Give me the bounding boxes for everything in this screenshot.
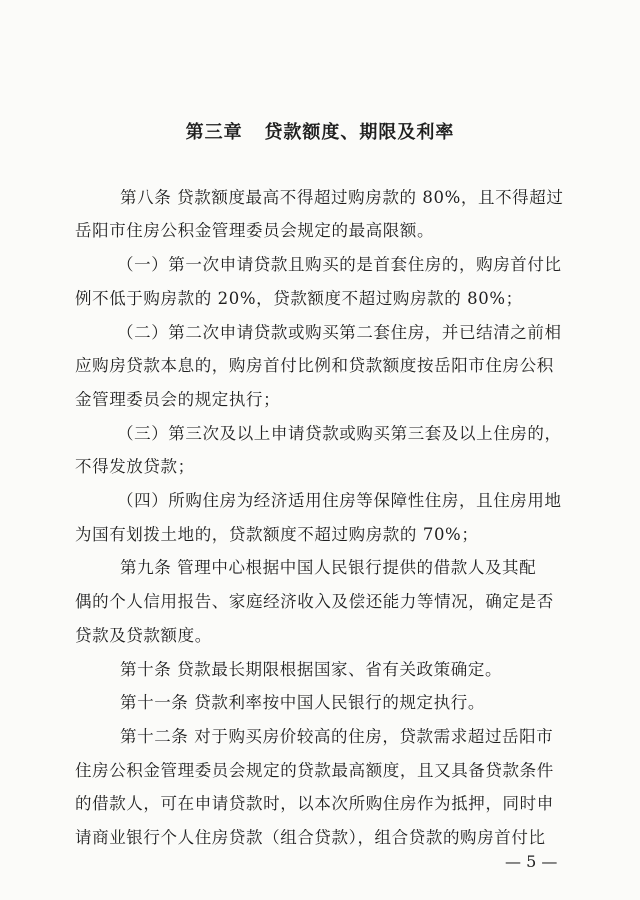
text-line: 第八条 贷款额度最高不得超过购房款的 80%，且不得超过 bbox=[120, 188, 564, 207]
text-line: 贷款及贷款额度。 bbox=[75, 626, 212, 645]
text-line: 第十条 贷款最长期限根据国家、省有关政策确定。 bbox=[120, 660, 503, 679]
text-line: 不得发放贷款； bbox=[75, 457, 195, 476]
page-number: — 5 — bbox=[505, 852, 558, 871]
text-line: 住房公积金管理委员会规定的贷款最高额度，且又具备贷款条件 bbox=[75, 761, 554, 780]
text-line: 偶的个人信用报告、家庭经济收入及偿还能力等情况，确定是否 bbox=[75, 592, 554, 611]
text-line: （四）所购住房为经济适用住房等保障性住房，且住房用地 bbox=[117, 491, 562, 510]
text-line: 第十一条 贷款利率按中国人民银行的规定执行。 bbox=[120, 693, 485, 712]
text-line: （一）第一次申请贷款且购买的是首套住房的，购房首付比 bbox=[117, 255, 562, 274]
text-line: 为国有划拨土地的，贷款额度不超过购房款的 70%； bbox=[75, 525, 479, 544]
text-line: 金管理委员会的规定执行； bbox=[75, 390, 281, 409]
chapter-title: 第三章 贷款额度、期限及利率 bbox=[185, 122, 455, 143]
text-line: 例不低于购房款的 20%，贷款额度不超过购房款的 80%； bbox=[75, 289, 523, 308]
text-line: （二）第二次申请贷款或购买第二套住房，并已结清之前相 bbox=[117, 323, 562, 342]
text-line: 请商业银行个人住房贷款（组合贷款），组合贷款的购房首付比 bbox=[75, 828, 546, 847]
text-line: 第十二条 对于购买房价较高的住房，贷款需求超过岳阳市 bbox=[120, 727, 554, 746]
text-line: 的借款人，可在申请贷款时，以本次所购住房作为抵押，同时申 bbox=[75, 794, 554, 813]
text-line: （三）第三次及以上申请贷款或购买第三套及以上住房的， bbox=[117, 424, 562, 443]
text-line: 岳阳市住房公积金管理委员会规定的最高限额。 bbox=[75, 221, 435, 240]
text-line: 应购房贷款本息的，购房首付比例和贷款额度按岳阳市住房公积 bbox=[75, 356, 554, 375]
text-line: 第九条 管理中心根据中国人民银行提供的借款人及其配 bbox=[120, 558, 537, 577]
